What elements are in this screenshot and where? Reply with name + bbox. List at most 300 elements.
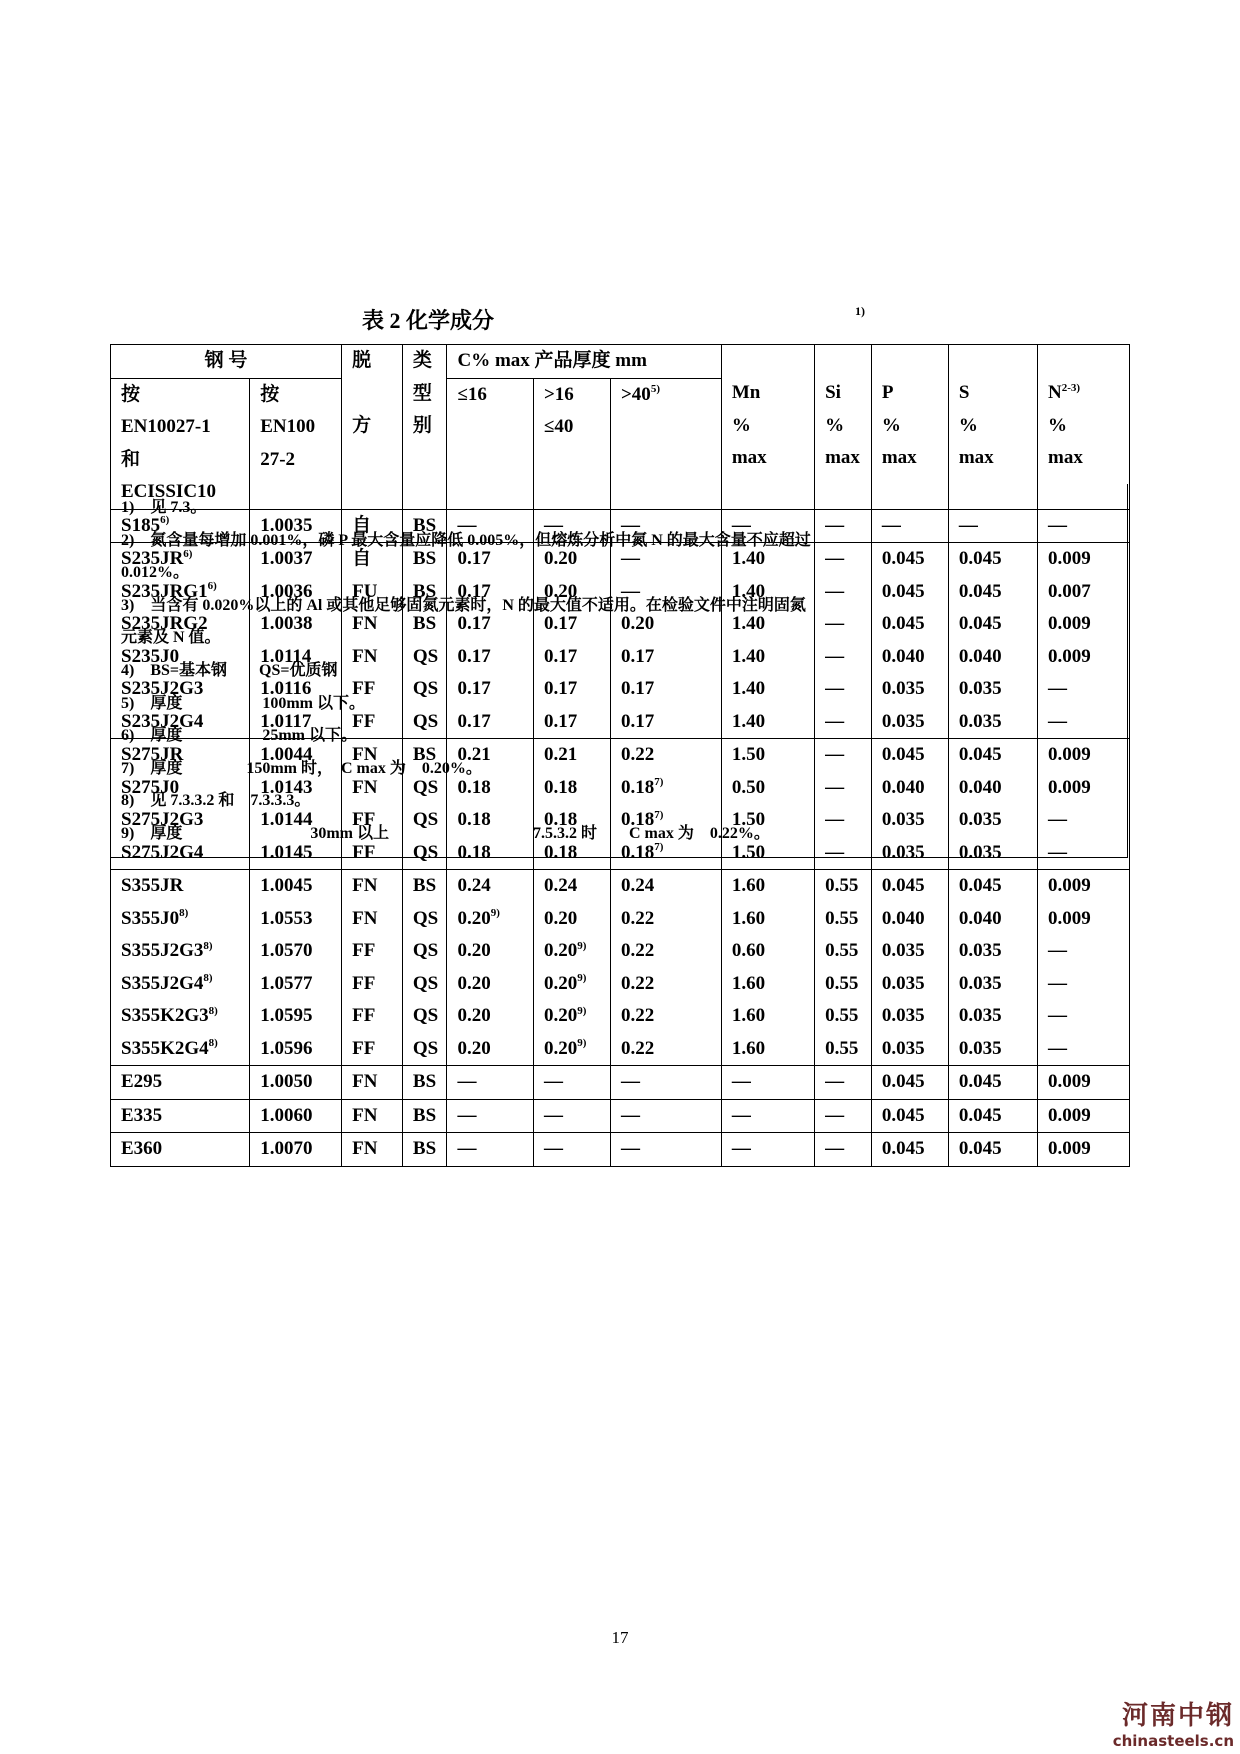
cell-steel-number-value: 1.0045 [260, 875, 313, 896]
cell-s-value: 0.035 [958, 940, 1002, 961]
cell-deoxidation-value: 自 [352, 514, 372, 536]
cell-deoxidation [342, 1099, 403, 1133]
cell-steel-number-value: 1.0070 [260, 1138, 313, 1159]
cell-c-16-40-footnote: 9) [577, 972, 587, 985]
cell-c-le16-value: 0.17 [457, 678, 491, 699]
cell-n-value: 0.009 [1048, 744, 1091, 765]
cell-s-value: — [958, 514, 978, 536]
cell-c-16-40-value: 0.20 [543, 972, 578, 994]
cell-steel-number-value: 1.0037 [260, 548, 313, 569]
footnote-line: 0.012%。 [121, 564, 190, 582]
cell-type-value: BS [412, 1104, 437, 1126]
cell-deoxidation-value: FF [352, 1005, 376, 1026]
cell-n [1038, 1133, 1130, 1167]
cell-s [948, 968, 1037, 1001]
cell-mn [721, 1066, 814, 1100]
cell-n [1038, 870, 1130, 903]
cell-type [402, 1033, 447, 1066]
cell-c-gt40-value: 0.20 [620, 613, 655, 634]
cell-type [402, 935, 447, 968]
cell-n-value: 0.009 [1048, 907, 1091, 929]
cell-deoxidation-value: FN [352, 776, 378, 798]
cell-steel-number [250, 903, 342, 936]
cell-p-value: 0.035 [881, 972, 925, 994]
cell-n [1038, 968, 1130, 1001]
cell-deoxidation [342, 1033, 403, 1066]
cell-n-value: — [1048, 1037, 1068, 1059]
cell-type-value: QS [412, 940, 439, 961]
cell-p-value: — [881, 514, 901, 536]
cell-si [815, 903, 872, 936]
cell-p-value: 0.045 [881, 1071, 925, 1092]
cell-mn-value: 1.40 [731, 580, 766, 602]
cell-c-16-40-footnote: 9) [577, 1004, 587, 1017]
cell-s [948, 870, 1037, 903]
cell-mn-value: 1.40 [731, 613, 766, 634]
cell-c-gt40-footnote: 7) [654, 808, 664, 821]
cell-deoxidation [342, 1133, 403, 1167]
cell-s [948, 1099, 1037, 1133]
cell-mn [721, 1099, 814, 1133]
cell-steel-number [250, 968, 342, 1001]
cell-s-value: 0.035 [958, 809, 1002, 830]
cell-p-value: 0.045 [881, 744, 925, 765]
cell-n-value: — [1048, 1005, 1068, 1026]
cell-c-le16 [447, 1133, 533, 1167]
cell-n-value: 0.009 [1048, 1138, 1091, 1159]
cell-steel-number [250, 1033, 342, 1066]
cell-p-value: 0.040 [881, 776, 925, 798]
cell-p [871, 1099, 948, 1133]
cell-si-value: 0.55 [825, 940, 859, 961]
cell-deoxidation-value: FF [352, 1037, 376, 1059]
cell-type [402, 1133, 447, 1167]
cell-c-gt40-footnote: 7) [654, 776, 664, 789]
cell-c-16-40-value: — [543, 1138, 563, 1159]
cell-mn-value: 1.60 [731, 1005, 766, 1026]
cell-c-gt40 [610, 1000, 721, 1033]
cell-c-gt40-value: — [620, 1104, 640, 1126]
cell-n-value: 0.009 [1048, 875, 1091, 896]
table-title: 表 2 化学成分 [362, 308, 495, 333]
cell-deoxidation-value: FF [352, 809, 376, 830]
cell-deoxidation-value: FF [352, 841, 376, 863]
header-row-1 [111, 345, 1130, 379]
cell-deoxidation-value: FN [352, 1138, 378, 1159]
cell-si [815, 1133, 872, 1167]
cell-c-le16-footnote: 9) [490, 907, 500, 920]
cell-type-value: QS [412, 972, 439, 994]
cell-c-gt40-value: 0.22 [620, 1037, 655, 1059]
cell-s [948, 1066, 1037, 1100]
cell-c-gt40-value: — [620, 1138, 640, 1159]
page-number: 17 [611, 1628, 629, 1647]
cell-s-value: 0.035 [958, 841, 1002, 863]
cell-mn-value: 0.50 [731, 776, 766, 798]
cell-type [402, 1066, 447, 1100]
cell-steel-number-value: 1.0117 [260, 710, 312, 732]
cell-p-value: 0.045 [881, 875, 925, 896]
cell-steel-number-value: 1.0144 [260, 809, 313, 830]
cell-p [871, 870, 948, 903]
cell-grade-footnote: 8) [208, 1004, 218, 1017]
cell-si-value: 0.55 [825, 1005, 859, 1026]
cell-c-le16-value: 0.17 [457, 613, 491, 634]
table-row [111, 1133, 1130, 1167]
cell-grade-footnote: 8) [179, 907, 189, 920]
cell-c-le16-value: 0.20 [457, 1037, 491, 1059]
cell-deoxidation-value: FF [352, 678, 376, 699]
cell-grade-value: S235JRG2 [121, 613, 208, 634]
cell-p-value: 0.045 [881, 1138, 925, 1159]
cell-deoxidation [342, 903, 403, 936]
cell-type [402, 1099, 447, 1133]
cell-c-16-40-value: 0.21 [543, 744, 578, 765]
cell-c-gt40 [610, 1099, 721, 1133]
cell-s-value: 0.045 [958, 875, 1002, 896]
cell-grade-value: S355J2G3 [121, 940, 204, 961]
cell-si [815, 870, 872, 903]
cell-deoxidation [342, 1066, 403, 1100]
cell-steel-number-value: 1.0145 [260, 841, 313, 863]
cell-deoxidation-value: FN [352, 907, 378, 929]
header-si: Si % max [815, 345, 872, 510]
cell-s-value: 0.040 [958, 645, 1002, 667]
cell-grade-value: S235J2G4 [121, 710, 204, 732]
cell-si-value: 0.55 [825, 875, 859, 896]
cell-deoxidation-value: FN [352, 875, 378, 896]
table-row [111, 903, 1130, 936]
table-row [111, 1000, 1130, 1033]
cell-grade-value: S235J2G3 [121, 678, 204, 699]
cell-mn-value: 1.40 [731, 678, 766, 699]
cell-c-le16-value: 0.21 [457, 744, 491, 765]
cell-p [871, 1133, 948, 1167]
cell-grade-value: S355JR [121, 875, 184, 896]
cell-c-le16-value: 0.17 [457, 645, 491, 667]
cell-s [948, 1000, 1037, 1033]
cell-steel-number-value: 1.0553 [260, 907, 313, 929]
cell-grade-footnote: 8) [203, 972, 213, 985]
cell-p-value: 0.045 [881, 580, 925, 602]
cell-grade [111, 968, 250, 1001]
cell-c-16-40 [533, 1133, 610, 1167]
cell-mn-value: 1.40 [731, 548, 766, 569]
cell-grade [111, 1000, 250, 1033]
cell-steel-number-value: 1.0596 [260, 1037, 313, 1059]
cell-n-value: 0.009 [1048, 1104, 1091, 1126]
cell-c-le16-value: 0.17 [457, 710, 491, 732]
cell-n-value: — [1048, 841, 1068, 863]
cell-c-gt40 [610, 1066, 721, 1100]
cell-steel-number [250, 1133, 342, 1167]
cell-n-value: 0.009 [1048, 645, 1091, 667]
cell-grade-value: S235JR [121, 548, 184, 569]
header-carbon-group: C% max 产品厚度 mm [447, 345, 721, 379]
cell-p-value: 0.035 [881, 809, 925, 830]
cell-c-le16-value: 0.18 [457, 809, 491, 830]
watermark-chinese: 河南中钢 [1121, 1701, 1234, 1731]
cell-s-value: 0.045 [958, 1104, 1002, 1126]
cell-type-value: BS [412, 875, 437, 896]
cell-si [815, 1099, 872, 1133]
cell-steel-number [250, 1066, 342, 1100]
cell-type-value: QS [412, 907, 439, 929]
cell-grade-value: S355K2G4 [121, 1037, 209, 1059]
cell-steel-number-value: 1.0035 [260, 514, 313, 536]
cell-p [871, 903, 948, 936]
cell-c-le16 [447, 968, 533, 1001]
cell-deoxidation [342, 968, 403, 1001]
cell-n-value: 0.009 [1048, 548, 1091, 569]
header-n-sup: 2-3) [1061, 381, 1081, 394]
cell-c-16-40-value: 0.17 [543, 678, 578, 699]
cell-mn [721, 1033, 814, 1066]
cell-c-16-40-value: 0.20 [543, 1037, 578, 1059]
watermark-url: chinasteels.cn [1112, 1732, 1234, 1750]
cell-n-value: — [1048, 514, 1068, 536]
cell-grade [111, 935, 250, 968]
cell-mn [721, 1133, 814, 1167]
footnote-line: 3) 当含有 0.020%以上的 Al 或其他足够固氮元素时，N 的最大值不适用。在检验文件中注明固氮 [121, 596, 806, 614]
footnote-line: 9) 厚度 30mm 以上 7.5.3.2 时 C max 为 0.22%。 [121, 824, 770, 842]
cell-s-value: 0.045 [958, 1138, 1002, 1159]
footnote-line: 8) 见 7.3.3.2 和 7.3.3.3。 [121, 792, 311, 810]
header-deoxidation: 脱 方 [342, 345, 403, 510]
cell-steel-number [250, 1099, 342, 1133]
cell-grade-value: E335 [121, 1104, 163, 1126]
cell-c-le16-value: — [457, 514, 477, 536]
cell-deoxidation [342, 870, 403, 903]
cell-type-value: QS [412, 678, 439, 699]
cell-c-16-40-value: — [543, 1104, 563, 1126]
cell-n-value: 0.009 [1048, 776, 1091, 798]
cell-grade-value: S355J2G4 [121, 972, 204, 994]
cell-c-le16-value: 0.20 [457, 907, 491, 929]
cell-s-value: 0.035 [958, 1005, 1002, 1026]
cell-grade [111, 870, 250, 903]
cell-c-gt40-value: 0.18 [620, 809, 655, 830]
cell-n [1038, 935, 1130, 968]
cell-n [1038, 1066, 1130, 1100]
cell-c-16-40-value: 0.18 [543, 776, 578, 798]
cell-grade-value: S235JRG1 [121, 580, 208, 602]
cell-type-value: QS [412, 1037, 439, 1059]
cell-mn-value: — [731, 1071, 751, 1092]
cell-c-16-40-value: 0.20 [543, 940, 578, 961]
cell-si-value: — [825, 613, 845, 634]
cell-type-value: BS [412, 1138, 437, 1159]
cell-si [815, 968, 872, 1001]
cell-p-value: 0.035 [881, 1037, 925, 1059]
cell-deoxidation-value: FN [352, 1104, 378, 1126]
cell-c-le16 [447, 1033, 533, 1066]
cell-p-value: 0.035 [881, 841, 925, 863]
cell-type [402, 968, 447, 1001]
cell-c-gt40-value: 0.18 [620, 841, 655, 863]
cell-p-value: 0.045 [881, 1104, 925, 1126]
cell-mn-value: 1.40 [731, 645, 766, 667]
cell-c-gt40-value: 0.22 [620, 972, 655, 994]
cell-c-16-40 [533, 1099, 610, 1133]
cell-si-value: 0.55 [825, 1037, 859, 1059]
cell-c-le16-value: 0.20 [457, 972, 491, 994]
cell-n [1038, 1000, 1130, 1033]
cell-mn-value: 1.50 [731, 744, 766, 765]
cell-si-value: — [825, 1138, 845, 1159]
cell-c-16-40-value: 0.20 [543, 548, 578, 569]
table-row [111, 1099, 1130, 1133]
cell-c-gt40-value: 0.17 [620, 645, 655, 667]
cell-c-16-40-value: 0.20 [543, 1005, 578, 1026]
cell-s-value: 0.035 [958, 710, 1002, 732]
cell-type-value: QS [412, 1005, 439, 1026]
cell-mn-value: 1.60 [731, 875, 766, 896]
header-c-16-40: >16 ≤40 [533, 378, 610, 509]
cell-grade-value: E295 [121, 1071, 163, 1092]
cell-mn-value: 1.50 [731, 841, 766, 863]
cell-c-le16-value: 0.20 [457, 940, 491, 961]
cell-c-gt40-value: 0.22 [620, 1005, 655, 1026]
cell-grade-value: S355J0 [121, 907, 180, 929]
header-grade-group: 钢 号 [111, 345, 342, 379]
cell-p-value: 0.040 [881, 645, 925, 667]
cell-grade [111, 1099, 250, 1133]
cell-mn-value: — [731, 1104, 751, 1126]
footnote-line: 7) 厚度 150mm 时， C max 为 0.20%。 [121, 759, 482, 777]
table-row [111, 935, 1130, 968]
cell-c-16-40-value: 0.20 [543, 580, 578, 602]
cell-steel-number-value: 1.0116 [260, 678, 312, 699]
cell-deoxidation-value: FF [352, 710, 376, 732]
cell-grade-value: S275J2G3 [121, 809, 204, 830]
cell-p [871, 1000, 948, 1033]
cell-deoxidation-value: FU [352, 580, 378, 602]
cell-deoxidation-value: FN [352, 1071, 378, 1092]
header-type: 类 型 别 [402, 345, 447, 510]
cell-c-gt40-value: — [620, 1071, 640, 1092]
table-row [111, 870, 1130, 903]
cell-c-le16-value: 0.17 [457, 580, 491, 602]
cell-p-value: 0.035 [881, 1005, 925, 1026]
cell-c-16-40-value: 0.18 [543, 841, 578, 863]
cell-n [1038, 1033, 1130, 1066]
cell-si [815, 1033, 872, 1066]
cell-c-16-40-value: — [543, 1071, 563, 1092]
cell-si-value: — [825, 1071, 845, 1092]
cell-grade-value: S185 [121, 514, 161, 536]
cell-mn-value: 0.60 [731, 940, 766, 961]
cell-p [871, 935, 948, 968]
cell-p-value: 0.040 [881, 907, 925, 929]
cell-p-value: 0.035 [881, 678, 925, 699]
cell-c-le16 [447, 1099, 533, 1133]
cell-steel-number-value: 1.0143 [260, 776, 313, 798]
cell-c-gt40-value: 0.22 [620, 940, 655, 961]
cell-c-16-40 [533, 903, 610, 936]
cell-grade [111, 903, 250, 936]
cell-c-le16-value: 0.18 [457, 841, 491, 863]
cell-p-value: 0.035 [881, 710, 925, 732]
cell-c-16-40 [533, 870, 610, 903]
cell-type-value: QS [412, 809, 439, 830]
cell-steel-number-value: 1.0570 [260, 940, 313, 961]
cell-type-value: BS [412, 613, 437, 634]
cell-steel-number-value: 1.0114 [260, 645, 312, 667]
cell-si-value: — [825, 809, 845, 830]
title-footnote-ref: 1) [855, 304, 865, 318]
cell-c-16-40 [533, 1066, 610, 1100]
cell-c-gt40-value: — [620, 580, 640, 602]
header-grade-en10027-2: 按 EN100 27-2 [250, 378, 342, 509]
cell-c-le16-value: — [457, 1104, 477, 1126]
cell-mn [721, 870, 814, 903]
cell-steel-number [250, 870, 342, 903]
cell-type [402, 1000, 447, 1033]
cell-type-value: BS [412, 548, 437, 569]
cell-mn-value: 1.60 [731, 972, 766, 994]
cell-mn-value: 1.50 [731, 809, 766, 830]
cell-si-value: — [825, 514, 845, 536]
cell-mn-value: 1.40 [731, 710, 766, 732]
cell-c-16-40-value: 0.17 [543, 613, 578, 634]
cell-c-16-40-value: 0.18 [543, 809, 578, 830]
cell-c-gt40 [610, 968, 721, 1001]
cell-mn-value: — [731, 514, 751, 536]
header-c-gt40-label: >40 [620, 383, 651, 405]
cell-si-value: — [825, 776, 845, 798]
cell-deoxidation-value: 自 [352, 548, 372, 569]
footnote-line: 6) 厚度 25mm 以下。 [121, 727, 357, 745]
table-title-row [110, 296, 1130, 332]
cell-c-gt40-value: 0.24 [620, 875, 655, 896]
cell-mn-value: 1.60 [731, 1037, 766, 1059]
cell-type-value: BS [412, 514, 437, 536]
cell-c-16-40-value: 0.20 [543, 907, 578, 929]
cell-steel-number-value: 1.0036 [260, 580, 313, 602]
cell-steel-number [250, 935, 342, 968]
cell-c-16-40-value: — [543, 514, 563, 536]
cell-c-16-40 [533, 1033, 610, 1066]
cell-type-value: QS [412, 776, 439, 798]
cell-c-le16 [447, 935, 533, 968]
cell-n-value: 0.009 [1048, 613, 1091, 634]
cell-p-value: 0.045 [881, 613, 925, 634]
cell-n [1038, 903, 1130, 936]
cell-n-value: — [1048, 940, 1068, 961]
cell-c-le16 [447, 1000, 533, 1033]
cell-c-16-40 [533, 935, 610, 968]
cell-c-16-40-footnote: 9) [577, 1037, 587, 1050]
cell-si-value: — [825, 1104, 845, 1126]
cell-type [402, 870, 447, 903]
cell-grade [111, 1033, 250, 1066]
cell-deoxidation [342, 935, 403, 968]
cell-n [1038, 1099, 1130, 1133]
cell-steel-number-value: 1.0060 [260, 1104, 313, 1126]
cell-deoxidation-value: FF [352, 972, 376, 994]
cell-c-gt40 [610, 1133, 721, 1167]
header-n-unit: % max [1048, 414, 1083, 468]
cell-p [871, 968, 948, 1001]
header-grade-en10027-1: 按 EN10027-1 和 ECISSIC10 [111, 378, 250, 509]
cell-grade-value: S275J0 [121, 776, 180, 798]
footnotes-box [110, 484, 1128, 858]
cell-si-value: — [825, 678, 845, 699]
cell-mn [721, 935, 814, 968]
cell-steel-number-value: 1.0038 [260, 613, 313, 634]
cell-c-le16-value: 0.18 [457, 776, 491, 798]
